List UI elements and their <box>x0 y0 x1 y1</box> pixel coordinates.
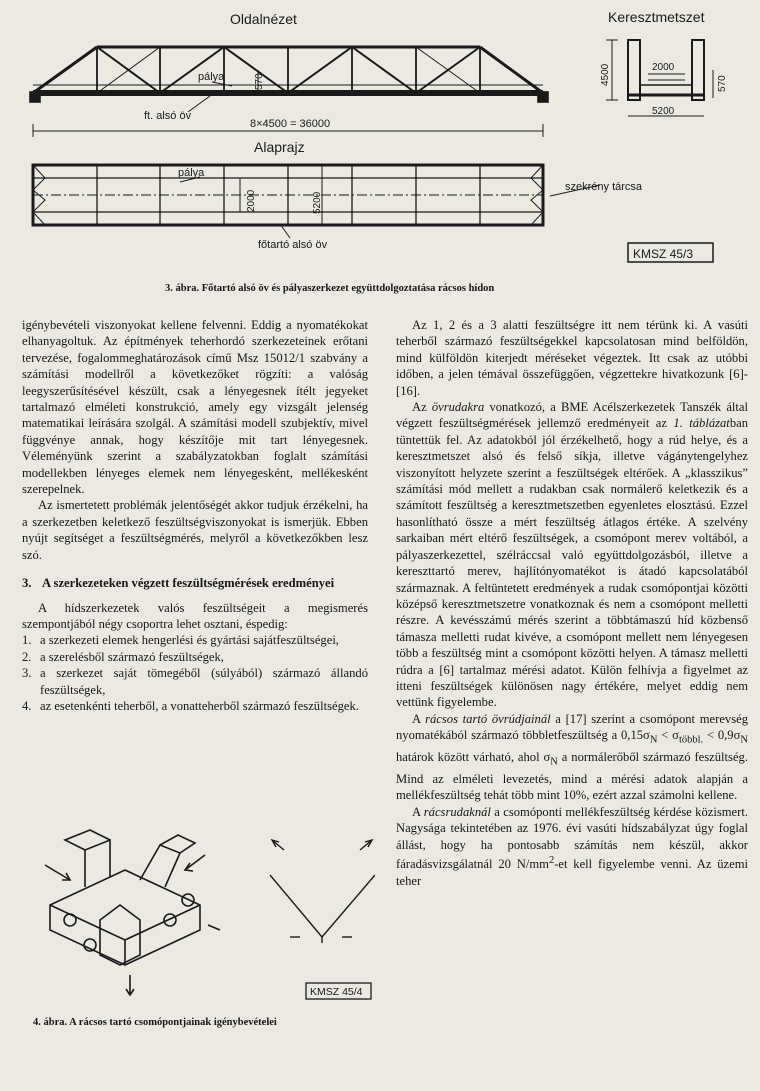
stress-group-list <box>22 632 368 714</box>
figure-4-caption: 4. ábra. A rácsos tartó csomópontjainak igénybevételei <box>33 1017 277 1028</box>
dim-2000-plan: 2000 <box>246 189 257 212</box>
side-view-title: Oldalnézet <box>230 11 297 27</box>
dim-570-side: 570 <box>254 73 265 90</box>
force-vector-sketch <box>270 840 375 943</box>
right-paragraph-3: A rácsos tartó övrúdjainál a [17] szerint a csomópont merevség nyomatékából származó többletfeszültség a $0,15\sigma_N < \sigma_{többl.} < 0,9\sigma_N$ határok között várható, ahol $\sigma_N$ a normálerőből származó feszültség. Mind az elméleti levezetés, mind a mérési adatok alapján a mellékfeszültség tehát több mint 10%, ezért azzal számolni kellene. <box>396 711 748 803</box>
dim-5200-section: 5200 <box>652 106 675 117</box>
left-paragraph-2: Az ismertetett problémák jelentőségét akkor tudjuk érzékelni, ha a szerkezetben keletkező feszültségviszonyokat is ismerjük. Ebben nyújt segítséget a feszültségmérés, melyről a következőkben lesz szó. <box>22 498 368 562</box>
right-paragraph-2: Az övrudakra vonatkozó, a BME Acélszerkezetek Tanszék által végzett feszültségmérések jellemző eredményeit az 1. táblázatban tüntettük fel. Az adatokból jól érzékelhető, hogy a rúd helye, és a keresztmetszet alsó és felső síkja, illetve vágánytengelyhez viszonyított helyzete szerint a feszültségek eltérőek. A „klasszikus” számítási mód mellett a rudakban csak normálerő keletkezik és a számított feszültség a keresztmetszetben egyenletes elosztású. Ezzel hasonlítható össze a mért feszültség átlagos értéke. A szelvény sarkaiban mért eltérő feszültségek, a csomópont merev voltából, a pályaszerkezettel, szélráccsal való együttdolgozásból, illetve a kereszttartó merev, hajlítónyomatékot is átadó kapcsolatából származnak. A feltüntetett eredmények a rudak csomópontjai közötti középső keresztmetszetre vonatkoznak és nem a csomópont melletti részre. A kevésszámú mérés szerint a többtámaszú híd közbenső támasza melletti rudat kivéve, a csomópont mellett nem lényegesen több a feszültség mint a csomópont közötti helyen. A támasz melletti rúdra a [6] tartalmaz mérési adatot. Külön felhívja a figyelmet az itteni feszültségek különösen nagy értékére, melyet eddig nem vettünk figyelembe. <box>396 400 748 710</box>
figure-3-caption: 3. ábra. Főtartó alsó öv és pályaszerkezet együttdolgoztatása rácsos hídon <box>165 283 495 294</box>
right-paragraph-1: Az 1, 2 és a 3 alatti feszültségre itt nem térünk ki. A vasúti teherből származó feszültségekkel kapcsolatosan mind belföldön, mind külföldön kiterjedt méréseket végeztek. Itt csak az utóbbi időben, a jelen témával összefüggően, végzettekre hivatkozunk [6]-[16]. <box>396 318 748 398</box>
left-paragraph-3: A hídszerkezetek valós feszültségeit a megismerés szempontjából négy csoportra lehet osztani, éspedig: <box>22 600 368 631</box>
section-title: A szerkezeteken végzett feszültségmérések eredményei <box>42 576 335 591</box>
dim-5200-plan: 5200 <box>312 191 323 214</box>
list-item: 3. a szerkezet saját tömegéből (súlyából) származó állandó feszültségek, <box>22 666 368 697</box>
box-disc-label: szekrény tárcsa <box>565 181 643 193</box>
main-bottom-chord-label: főtartó alsó öv <box>258 239 328 251</box>
dim-4500: 4500 <box>600 63 611 86</box>
figure-3-stamp: KMSZ 45/3 <box>633 247 694 261</box>
list-item: 1. a szerkezeti elemek hengerlési és gyártási sajátfeszültségei, <box>22 633 339 648</box>
bottom-chord-label: ft. alsó öv <box>144 110 192 122</box>
right-column <box>396 317 748 889</box>
plan-title: Alaprajz <box>254 139 305 155</box>
left-column <box>22 317 368 714</box>
palya-label: pálya <box>198 71 225 83</box>
cross-section-title: Keresztmetszet <box>608 9 705 25</box>
node-sketch <box>45 830 220 995</box>
section-number: 3. <box>22 576 32 591</box>
cross-section-drawing <box>606 40 713 116</box>
list-item: 2. a szerelésből származó feszültségek, <box>22 649 224 664</box>
palya-label-plan: pálya <box>178 167 205 179</box>
figure-4-drawing <box>30 825 375 1010</box>
left-paragraph-1: igénybevételi viszonyokat kellene felvenni. Eddig a nyomatékokat elhanyagoltuk. Az építmények teherhordó szerkezeteinek erőtani tervezése, fogalommeghatározások című Msz 15012/1 szabvány a számítási modellről a következőket rögzíti: a valóság leegyszerűsítésével készült, csak a lényegesnek ítélt jegyeket tartalmazó elméleti konstrukció, amely egy vizsgált jelenség matematikai leírására szolgál. A számítási modell szubjektív, mivel függvénye annak, hogy készítője mit tart lényegesnek. Véleményünk szerint a szabályzatokban foglalt számítási modellekben lényeges elemek nem lényegesként, mellékesként szerepelnek. <box>22 318 368 497</box>
right-paragraph-4: A rácsrudaknál a csomóponti mellékfeszültség kérdése közismert. Nagysága tekintetében az 1976. évi vasúti hídszabályzat úgy foglal állást, hogy ha pontosabb számítás nem készül, akkor fáradásvizsgálatnál 20 $N/mm^2-et$ kell figyelembe venni. Az üzemi teher <box>396 804 749 888</box>
section-heading <box>22 575 368 591</box>
figure-3-drawing <box>0 0 760 275</box>
dim-570-section: 570 <box>717 75 728 92</box>
span-dimension: 8×4500 = 36000 <box>250 118 331 130</box>
dim-2000-section: 2000 <box>652 62 675 73</box>
list-item: 4. az esetenkénti teherből, a vonatteherből származó feszültségek. <box>22 698 359 713</box>
figure-4-stamp: KMSZ 45/4 <box>310 986 363 998</box>
